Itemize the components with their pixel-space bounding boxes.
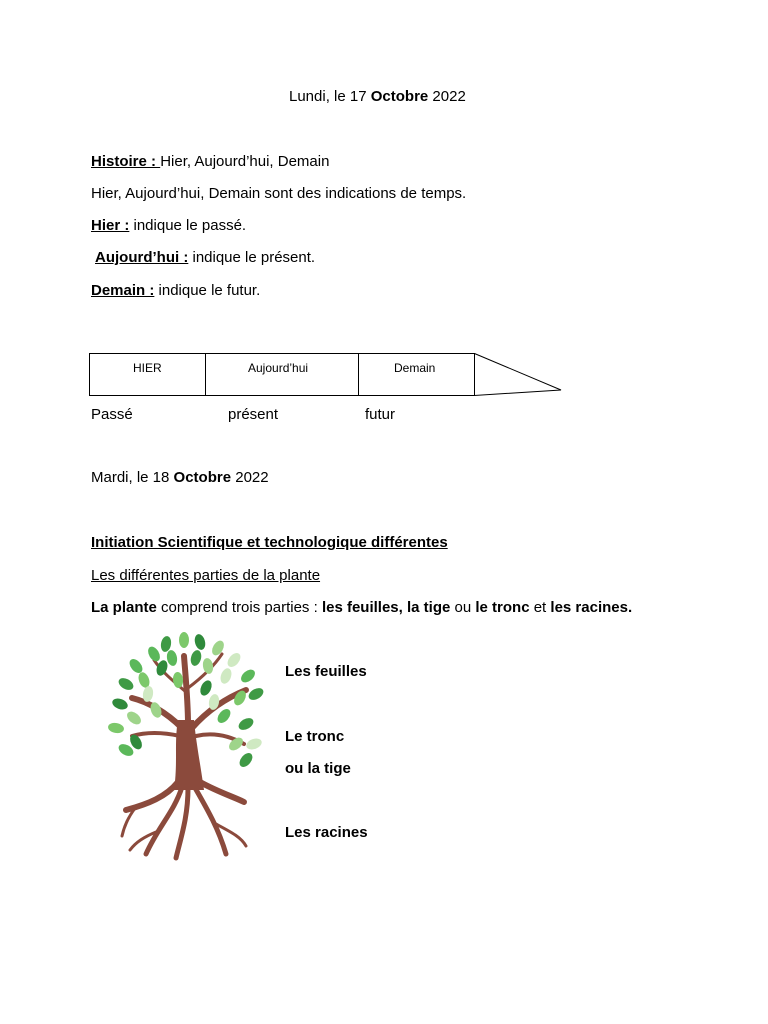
leaf-icon bbox=[193, 633, 207, 651]
timeline-cell-demain: Demain bbox=[394, 361, 436, 375]
histoire-sentence: Hier, Aujourd’hui, Demain sont des indications de temps. bbox=[91, 185, 467, 202]
leaf-icon bbox=[245, 737, 263, 752]
leaf-icon bbox=[225, 651, 243, 670]
trunk-icon bbox=[174, 720, 204, 790]
timeline-label-present: présent bbox=[228, 406, 279, 423]
science-sentence: La plante comprend trois parties : les feuilles, la tige ou le tronc et les racines. bbox=[91, 599, 633, 616]
leaf-icon bbox=[107, 722, 124, 735]
leaf-icon bbox=[215, 707, 233, 726]
leaf-icon bbox=[125, 709, 144, 727]
leaf-icon bbox=[219, 667, 234, 685]
tree-illustration bbox=[96, 632, 274, 864]
date-monday: Lundi, le 17 Octobre 2022 bbox=[289, 88, 466, 105]
leaf-icon bbox=[146, 645, 163, 664]
roots-icon bbox=[122, 782, 246, 858]
leaf-icon bbox=[239, 667, 258, 685]
leaf-icon bbox=[189, 649, 203, 667]
leaf-icon bbox=[160, 635, 173, 652]
label-tronc: Le tronc bbox=[285, 728, 345, 745]
leaf-icon bbox=[210, 639, 227, 658]
leaf-icon bbox=[166, 649, 179, 666]
timeline-label-passe: Passé bbox=[91, 406, 133, 423]
demain-line: Demain : indique le futur. bbox=[91, 282, 261, 299]
leaf-icon bbox=[247, 686, 266, 703]
leaf-icon bbox=[237, 716, 256, 733]
hier-line: Hier : indique le passé. bbox=[91, 217, 247, 234]
timeline-label-futur: futur bbox=[365, 406, 396, 423]
histoire-heading: Histoire : Hier, Aujourd’hui, Demain bbox=[91, 153, 330, 170]
histoire-label: Histoire : bbox=[91, 153, 161, 170]
date-tuesday: Mardi, le 18 Octobre 2022 bbox=[91, 469, 269, 486]
timeline-cell-hier: HIER bbox=[133, 361, 162, 375]
timeline-cell-aujourdhui: Aujourd’hui bbox=[248, 361, 309, 375]
leaf-icon bbox=[111, 697, 129, 712]
leaf-icon bbox=[198, 679, 214, 698]
leaf-icon bbox=[117, 676, 136, 693]
aujourdhui-line: Aujourd’hui : indique le présent. bbox=[95, 249, 316, 266]
leaf-icon bbox=[237, 751, 255, 770]
leaf-icon bbox=[179, 632, 189, 648]
label-tige: ou la tige bbox=[285, 760, 351, 777]
leaf-icon bbox=[202, 657, 215, 674]
leaf-icon bbox=[172, 672, 183, 689]
label-racines: Les racines bbox=[285, 824, 368, 841]
science-title: Initiation Scientifique et technologique différentes bbox=[91, 534, 448, 551]
science-subtitle: Les différentes parties de la plante bbox=[91, 567, 321, 584]
label-feuilles: Les feuilles bbox=[285, 663, 367, 680]
